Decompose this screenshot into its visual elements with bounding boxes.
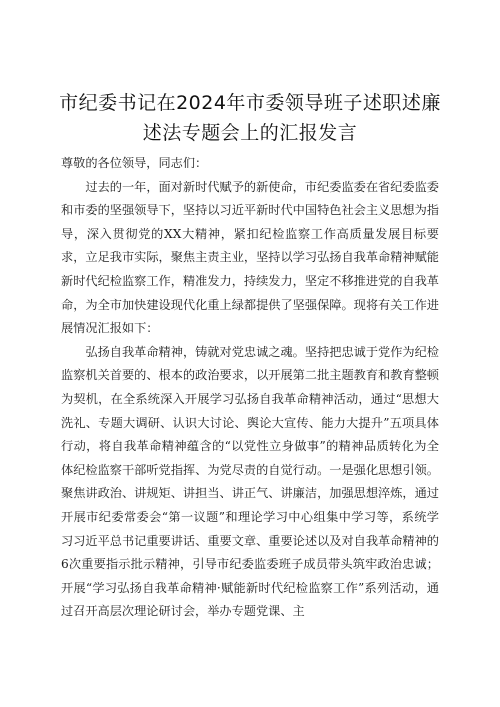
document-title-line-2: 述法专题会上的汇报发言 [142, 122, 358, 144]
greeting: 尊敬的各位领导，同志们： [61, 156, 208, 170]
paragraph-2: 弘扬自我革命精神，铸就对党忠诚之魂。坚持把忠诚于党作为纪检监察机关首要的、根本的政治要求，以开展第二批主题教育和教育整顿为契机，在全系统深入开展学习弘扬自我革命精神活动，通过“思想大洗礼、专题大调研、认识大讨论、舆论大宣传、能力大提升”五项具体行动，将自我革命精神蕴含的“以党性立身做事”的精神品质转化为全体纪检监察干部听党指挥、为党尽责的自觉行动。一是强化思想引领。聚焦讲政治、讲规矩、讲担当、讲正气、讲廉洁，加强思想淬炼，通过开展市纪委常委会“第一议题”和理论学习中心组集中学习等，系统学习习近平总书记重要讲话、重要文章、重要论述以及对自我革命精神的6次重要指示批示精神，引导市纪委监委班子成员带头筑牢政治忠诚；开展“学习弘扬自我革命精神·赋能新时代纪检监察工作”系列活动，通过召开高层次理论研讨会，举办专题党课、主 [61, 344, 439, 619]
paragraph-1: 过去的一年，面对新时代赋予的新使命，市纪委监委在省纪委监委和市委的坚强领导下，坚持以习近平新时代中国特色社会主义思想为指导，深入贯彻党的XX大精神，紧扣纪检监察工作高质量发展目标要求，立足我市实际，聚焦主责主业，坚持以学习弘扬自我革命精神赋能新时代纪检监察工作，精准发力，持续发力，坚定不移推进党的自我革命，为全市加快建设现代化重上绿都提供了坚强保障。现将有关工作进展情况汇报如下： [61, 179, 439, 336]
document-title-line-1: 市纪委书记在2024年市委领导班子述职述廉 [59, 92, 441, 114]
document-body [61, 152, 439, 624]
